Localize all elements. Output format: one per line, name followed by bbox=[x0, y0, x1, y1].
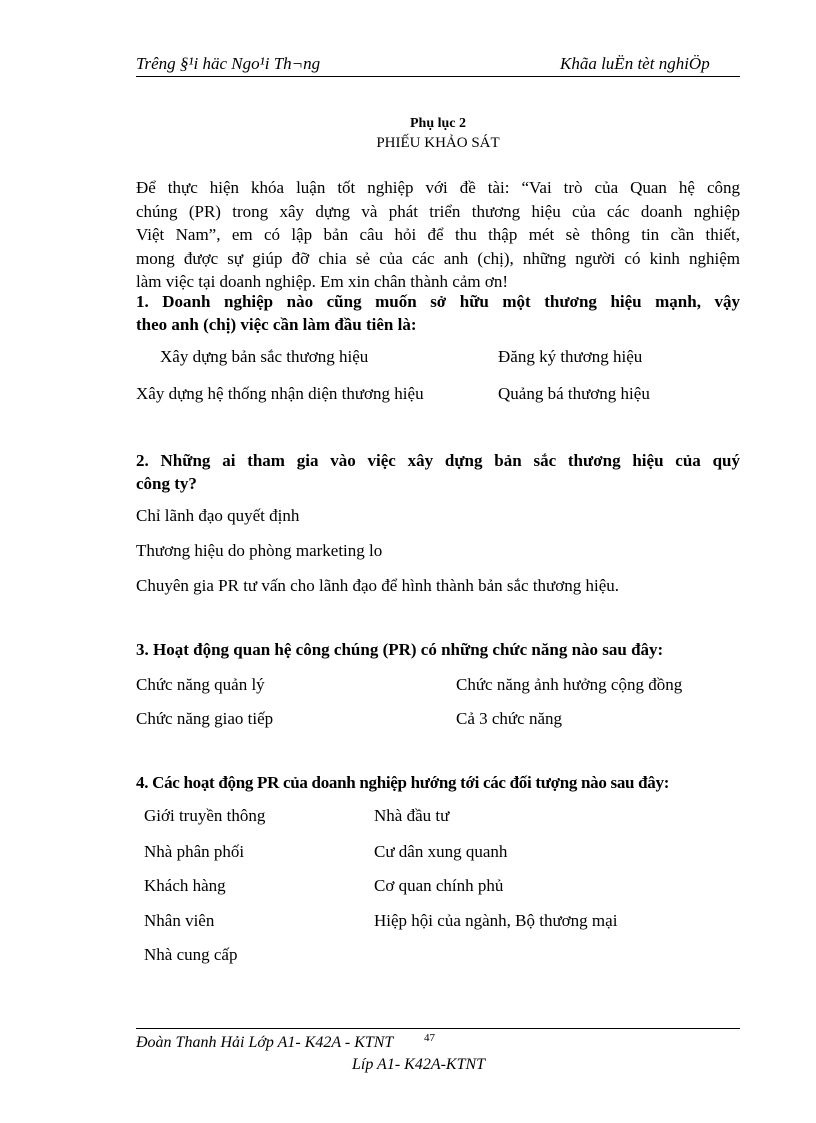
q4-option[interactable]: Nhà cung cấp bbox=[144, 945, 238, 964]
survey-title: PHIẾU KHẢO SÁT bbox=[376, 135, 500, 151]
intro-line: làm việc tại doanh nghiệp. Em xin chân thành cảm ơn! bbox=[136, 272, 509, 291]
question-2 bbox=[136, 449, 740, 495]
q1-option[interactable]: Xây dựng bản sắc thương hiệu bbox=[160, 347, 369, 366]
q2-option[interactable]: Chỉ lãnh đạo quyết định bbox=[136, 506, 300, 525]
q2-option[interactable]: Chuyên gia PR tư vấn cho lãnh đạo để hình thành bản sắc thương hiệu. bbox=[136, 576, 620, 595]
question-3 bbox=[136, 638, 740, 661]
question-line: 3. Hoạt động quan hệ công chúng (PR) có những chức năng nào sau đây: bbox=[136, 640, 664, 659]
question-line: theo anh (chị) việc cần làm đầu tiên là: bbox=[136, 315, 417, 334]
q3-option[interactable]: Cả 3 chức năng bbox=[456, 709, 562, 728]
q2-option[interactable]: Thương hiệu do phòng marketing lo bbox=[136, 541, 383, 560]
header-left: Trêng §¹i häc Ngo¹i Th¬ng bbox=[136, 54, 321, 73]
q4-option[interactable]: Nhà đầu tư bbox=[374, 806, 450, 825]
q1-option[interactable]: Đăng ký thương hiệu bbox=[498, 347, 643, 366]
q4-option[interactable]: Nhà phân phối bbox=[144, 842, 245, 861]
q4-option[interactable]: Khách hàng bbox=[144, 876, 226, 895]
appendix-title: Phụ lục 2 bbox=[409, 116, 466, 131]
q4-option[interactable]: Nhân viên bbox=[144, 911, 215, 930]
header-rule bbox=[136, 76, 740, 77]
footer-class: Líp A1- K42A-KTNT bbox=[352, 1056, 486, 1073]
q4-option[interactable]: Cư dân xung quanh bbox=[374, 842, 508, 861]
q4-option[interactable]: Giới truyền thông bbox=[144, 806, 266, 825]
q1-option[interactable]: Quảng bá thương hiệu bbox=[498, 384, 650, 403]
intro-line: chúng (PR) trong xây dựng và phát triển thương hiệu của các doanh nghiệp bbox=[136, 201, 740, 221]
question-line: 4. Các hoạt động PR của doanh nghiệp hướng tới các đối tượng nào sau đây: bbox=[136, 773, 670, 792]
header-right: Khãa luËn tèt nghiÖp bbox=[560, 54, 710, 73]
q3-option[interactable]: Chức năng quản lý bbox=[136, 675, 265, 694]
intro-line: Việt Nam”, em có lập bản câu hỏi để thu thập mét sè thông tin cần thiết, bbox=[136, 225, 740, 244]
question-line: 1. Doanh nghiệp nào cũng muốn sở hữu một thương hiệu mạnh, vậy bbox=[136, 292, 740, 311]
footer-rule bbox=[136, 1028, 740, 1029]
question-line: công ty? bbox=[136, 474, 197, 493]
question-1 bbox=[136, 290, 740, 336]
footer-author: Đoàn Thanh Hải Lớp A1- K42A - KTNT bbox=[136, 1034, 394, 1051]
page-number: 47 bbox=[424, 1032, 435, 1044]
intro-line: mong được sự giúp đỡ chia sẻ của các anh (chị), những người có kinh nghiệm bbox=[136, 248, 740, 268]
intro-line: Để thực hiện khóa luận tốt nghiệp với đề tài: “Vai trò của Quan hệ công bbox=[136, 178, 740, 197]
question-line: 2. Những ai tham gia vào việc xây dựng bản sắc thương hiệu của quý bbox=[136, 451, 740, 470]
intro-paragraph bbox=[136, 176, 740, 294]
question-4 bbox=[136, 771, 740, 794]
q3-option[interactable]: Chức năng giao tiếp bbox=[136, 709, 274, 728]
q3-option[interactable]: Chức năng ảnh hưởng cộng đồng bbox=[456, 675, 683, 694]
q4-option[interactable]: Cơ quan chính phủ bbox=[374, 876, 504, 895]
q1-option[interactable]: Xây dựng hệ thống nhận diện thương hiệu bbox=[136, 384, 424, 403]
q4-option[interactable]: Hiệp hội của ngành, Bộ thương mại bbox=[374, 911, 618, 930]
